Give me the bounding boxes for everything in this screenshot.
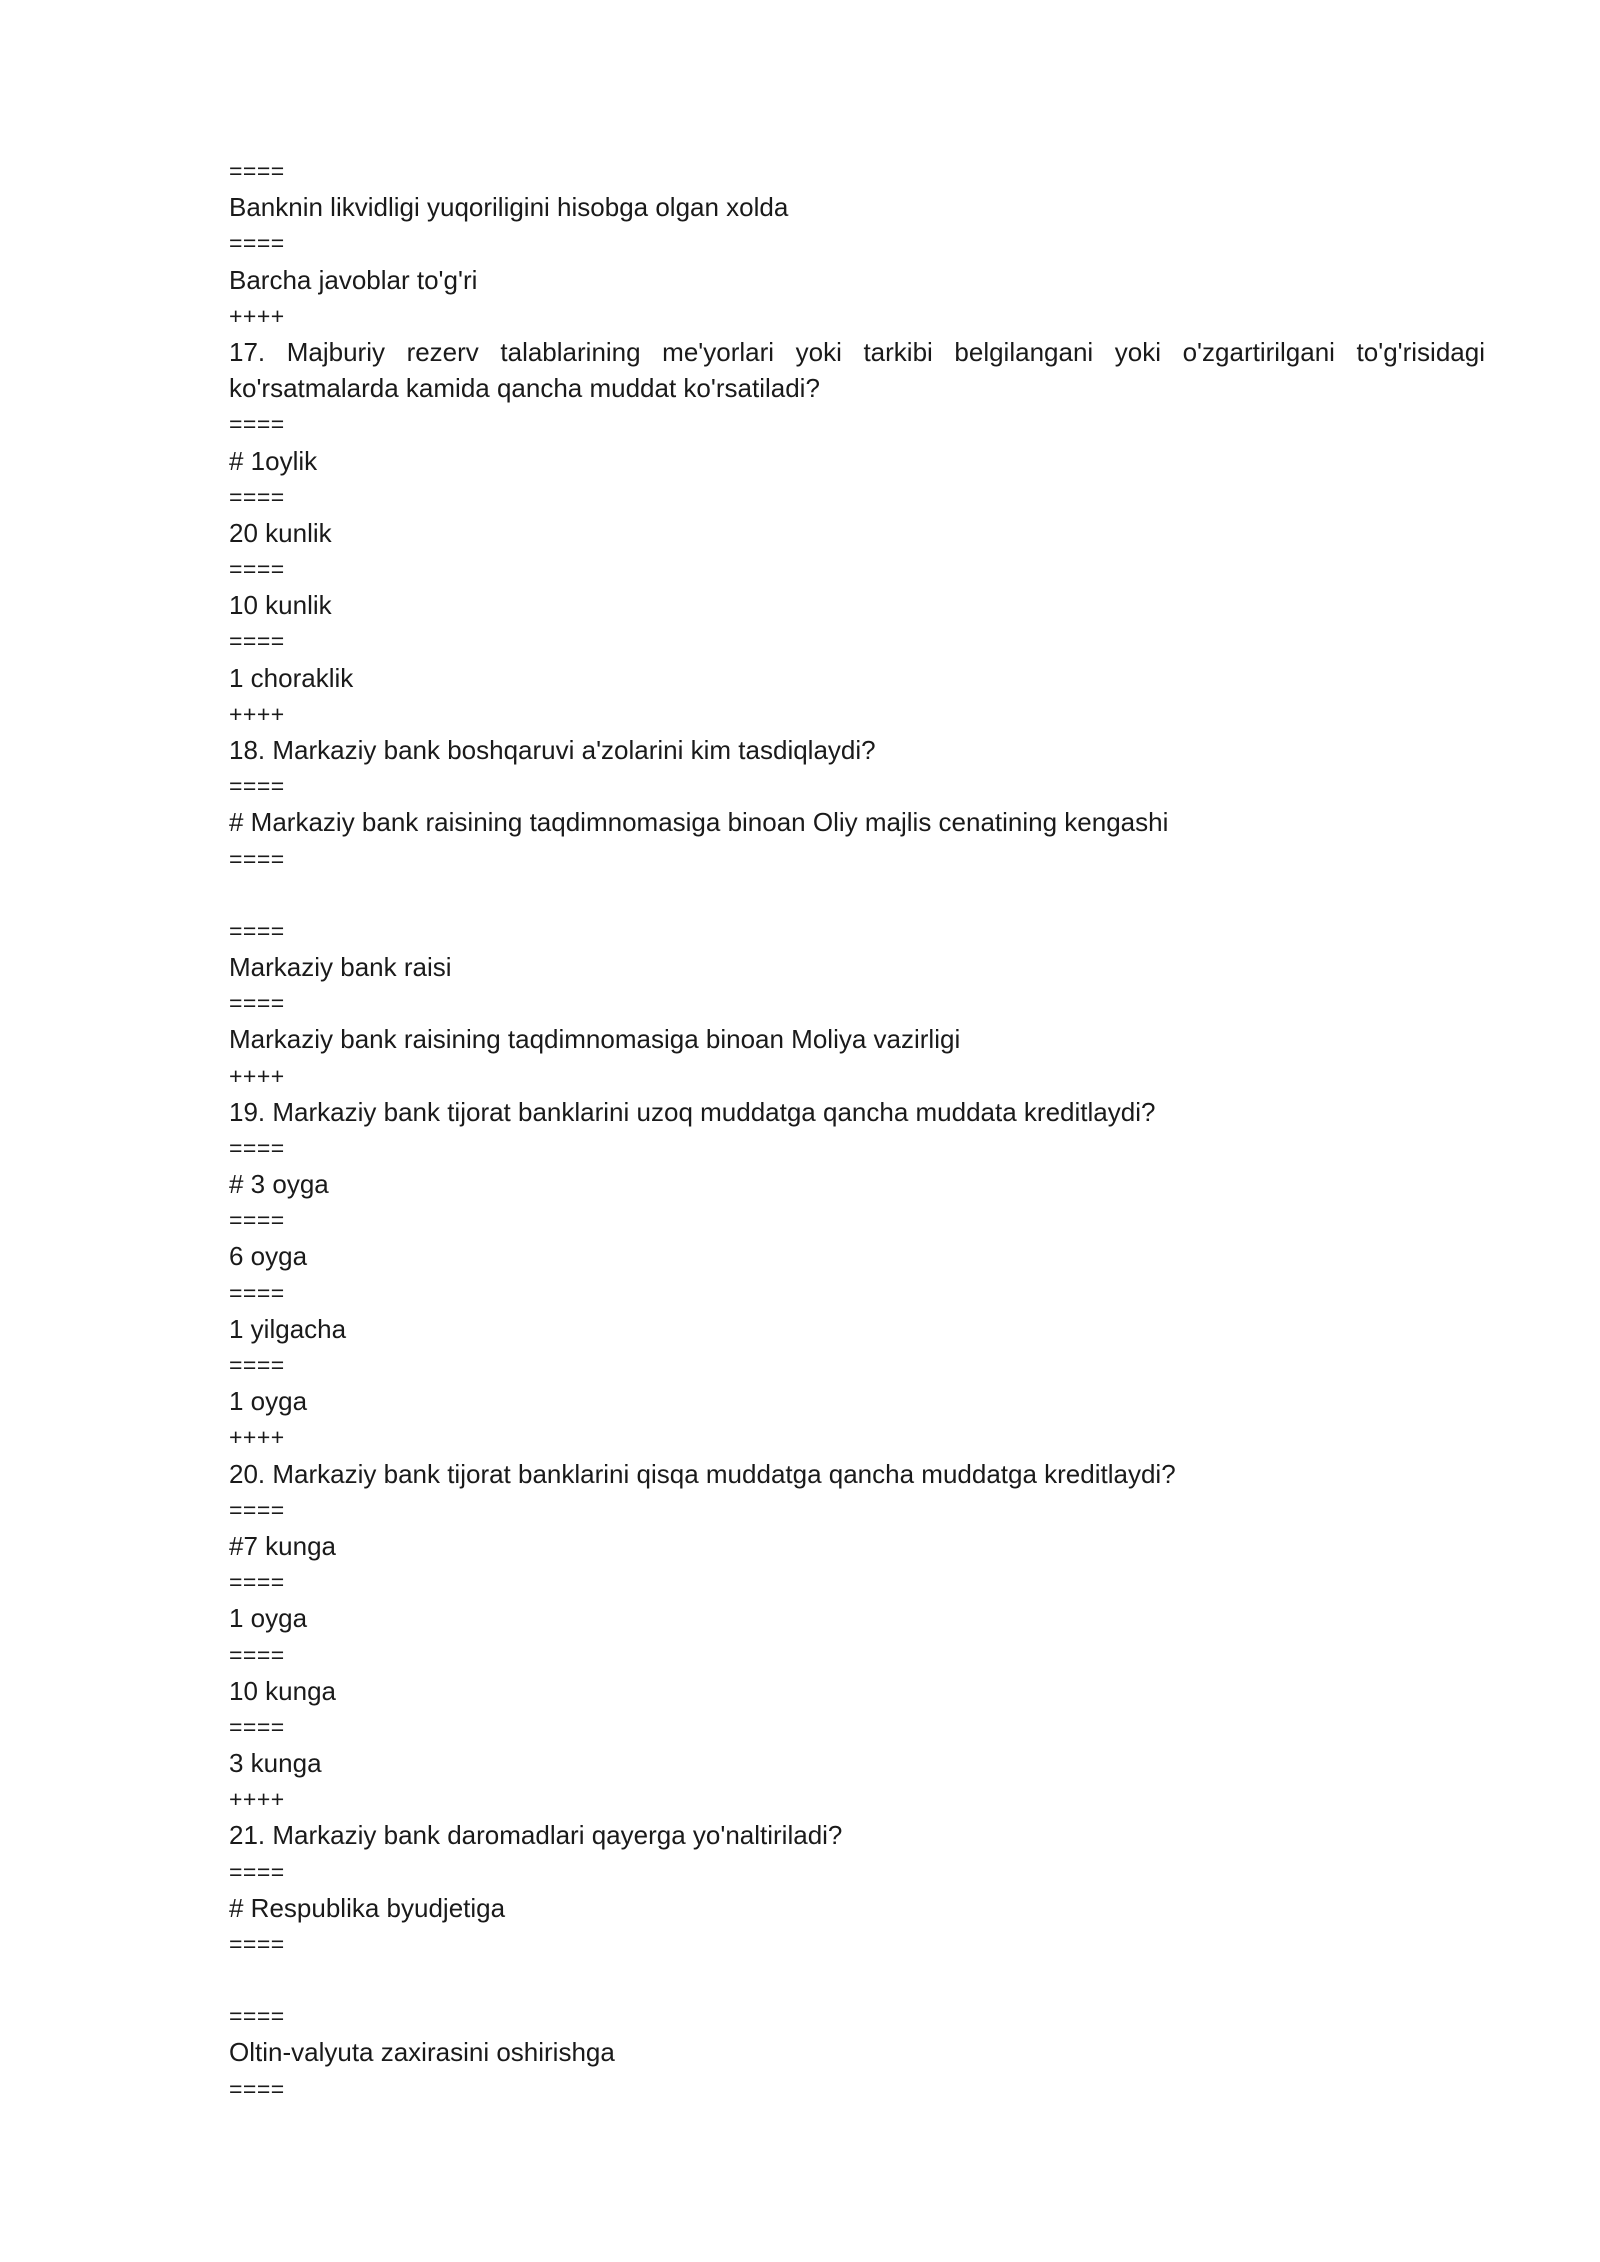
- separator-line: ====: [229, 2075, 285, 2102]
- empty-answer-option: [229, 877, 1485, 913]
- separator-line: ====: [229, 990, 285, 1017]
- separator-line: ====: [229, 230, 285, 257]
- separator-line: ====: [229, 1279, 285, 1306]
- question-separator: ++++: [229, 1424, 285, 1451]
- question-separator: ++++: [229, 1786, 285, 1813]
- answer-option: Markaziy bank raisining taqdimnomasiga binoan Moliya vazirligi: [229, 1024, 961, 1055]
- question-18: 18. Markaziy bank boshqaruvi a'zolarini kim tasdiqlaydi?: [229, 735, 876, 766]
- answer-option: Markaziy bank raisi: [229, 951, 452, 982]
- separator-line: ====: [229, 1496, 285, 1523]
- question-separator: ++++: [229, 1062, 285, 1089]
- answer-option: Barcha javoblar to'g'ri: [229, 264, 478, 295]
- answer-option: 20 kunlik: [229, 517, 332, 548]
- separator-line: ====: [229, 845, 285, 872]
- answer-option: 1 oyga: [229, 1386, 308, 1417]
- separator-line: ====: [229, 773, 285, 800]
- separator-line: ====: [229, 556, 285, 583]
- separator-line: ====: [229, 1569, 285, 1596]
- separator-line: ====: [229, 1858, 285, 1885]
- answer-option: 1 yilgacha: [229, 1313, 347, 1344]
- separator-line: ====: [229, 411, 285, 438]
- separator-line: ====: [229, 1134, 285, 1161]
- answer-option: Banknin likvidligi yuqoriligini hisobga olgan xolda: [229, 192, 789, 223]
- question-separator: ++++: [229, 700, 285, 727]
- separator-line: ====: [229, 483, 285, 510]
- separator-line: ====: [229, 158, 285, 184]
- question-20: 20. Markaziy bank tijorat banklarini qisqa muddatga qancha muddatga kreditlaydi?: [229, 1458, 1176, 1489]
- empty-answer-option: [229, 1962, 1485, 1998]
- question-17: 17. Majburiy rezerv talablarining me'yorlari yoki tarkibi belgilangani yoki o'zgartirilgani to'g'risidagi ko'rsatmalarda kamida qancha muddat ko'rsatiladi?: [229, 336, 1485, 404]
- separator-line: ====: [229, 1207, 285, 1234]
- answer-option: 10 kunlik: [229, 590, 332, 621]
- separator-line: ====: [229, 2003, 285, 2030]
- answer-option: 3 kunga: [229, 1748, 322, 1779]
- separator-line: ====: [229, 1931, 285, 1958]
- separator-line: ====: [229, 628, 285, 655]
- document-body: [229, 153, 1485, 2107]
- answer-option: 6 oyga: [229, 1241, 308, 1272]
- correct-answer-option: # 1oylik: [229, 445, 318, 476]
- separator-line: ====: [229, 1713, 285, 1740]
- answer-option: Oltin-valyuta zaxirasini oshirishga: [229, 2037, 615, 2068]
- answer-option: 1 choraklik: [229, 662, 354, 693]
- answer-option: 1 oyga: [229, 1603, 308, 1634]
- answer-option: 10 kunga: [229, 1675, 336, 1706]
- correct-answer-option: # Respublika byudjetiga: [229, 1892, 506, 1923]
- correct-answer-option: # 3 oyga: [229, 1169, 329, 1200]
- separator-line: ====: [229, 917, 285, 944]
- separator-line: ====: [229, 1352, 285, 1379]
- correct-answer-option: #7 kunga: [229, 1530, 336, 1561]
- question-21: 21. Markaziy bank daromadlari qayerga yo'naltiriladi?: [229, 1820, 843, 1851]
- question-separator: ++++: [229, 302, 285, 329]
- question-19: 19. Markaziy bank tijorat banklarini uzoq muddatga qancha muddata kreditlaydi?: [229, 1096, 1156, 1127]
- correct-answer-option: # Markaziy bank raisining taqdimnomasiga binoan Oliy majlis cenatining kengashi: [229, 807, 1169, 838]
- separator-line: ====: [229, 1641, 285, 1668]
